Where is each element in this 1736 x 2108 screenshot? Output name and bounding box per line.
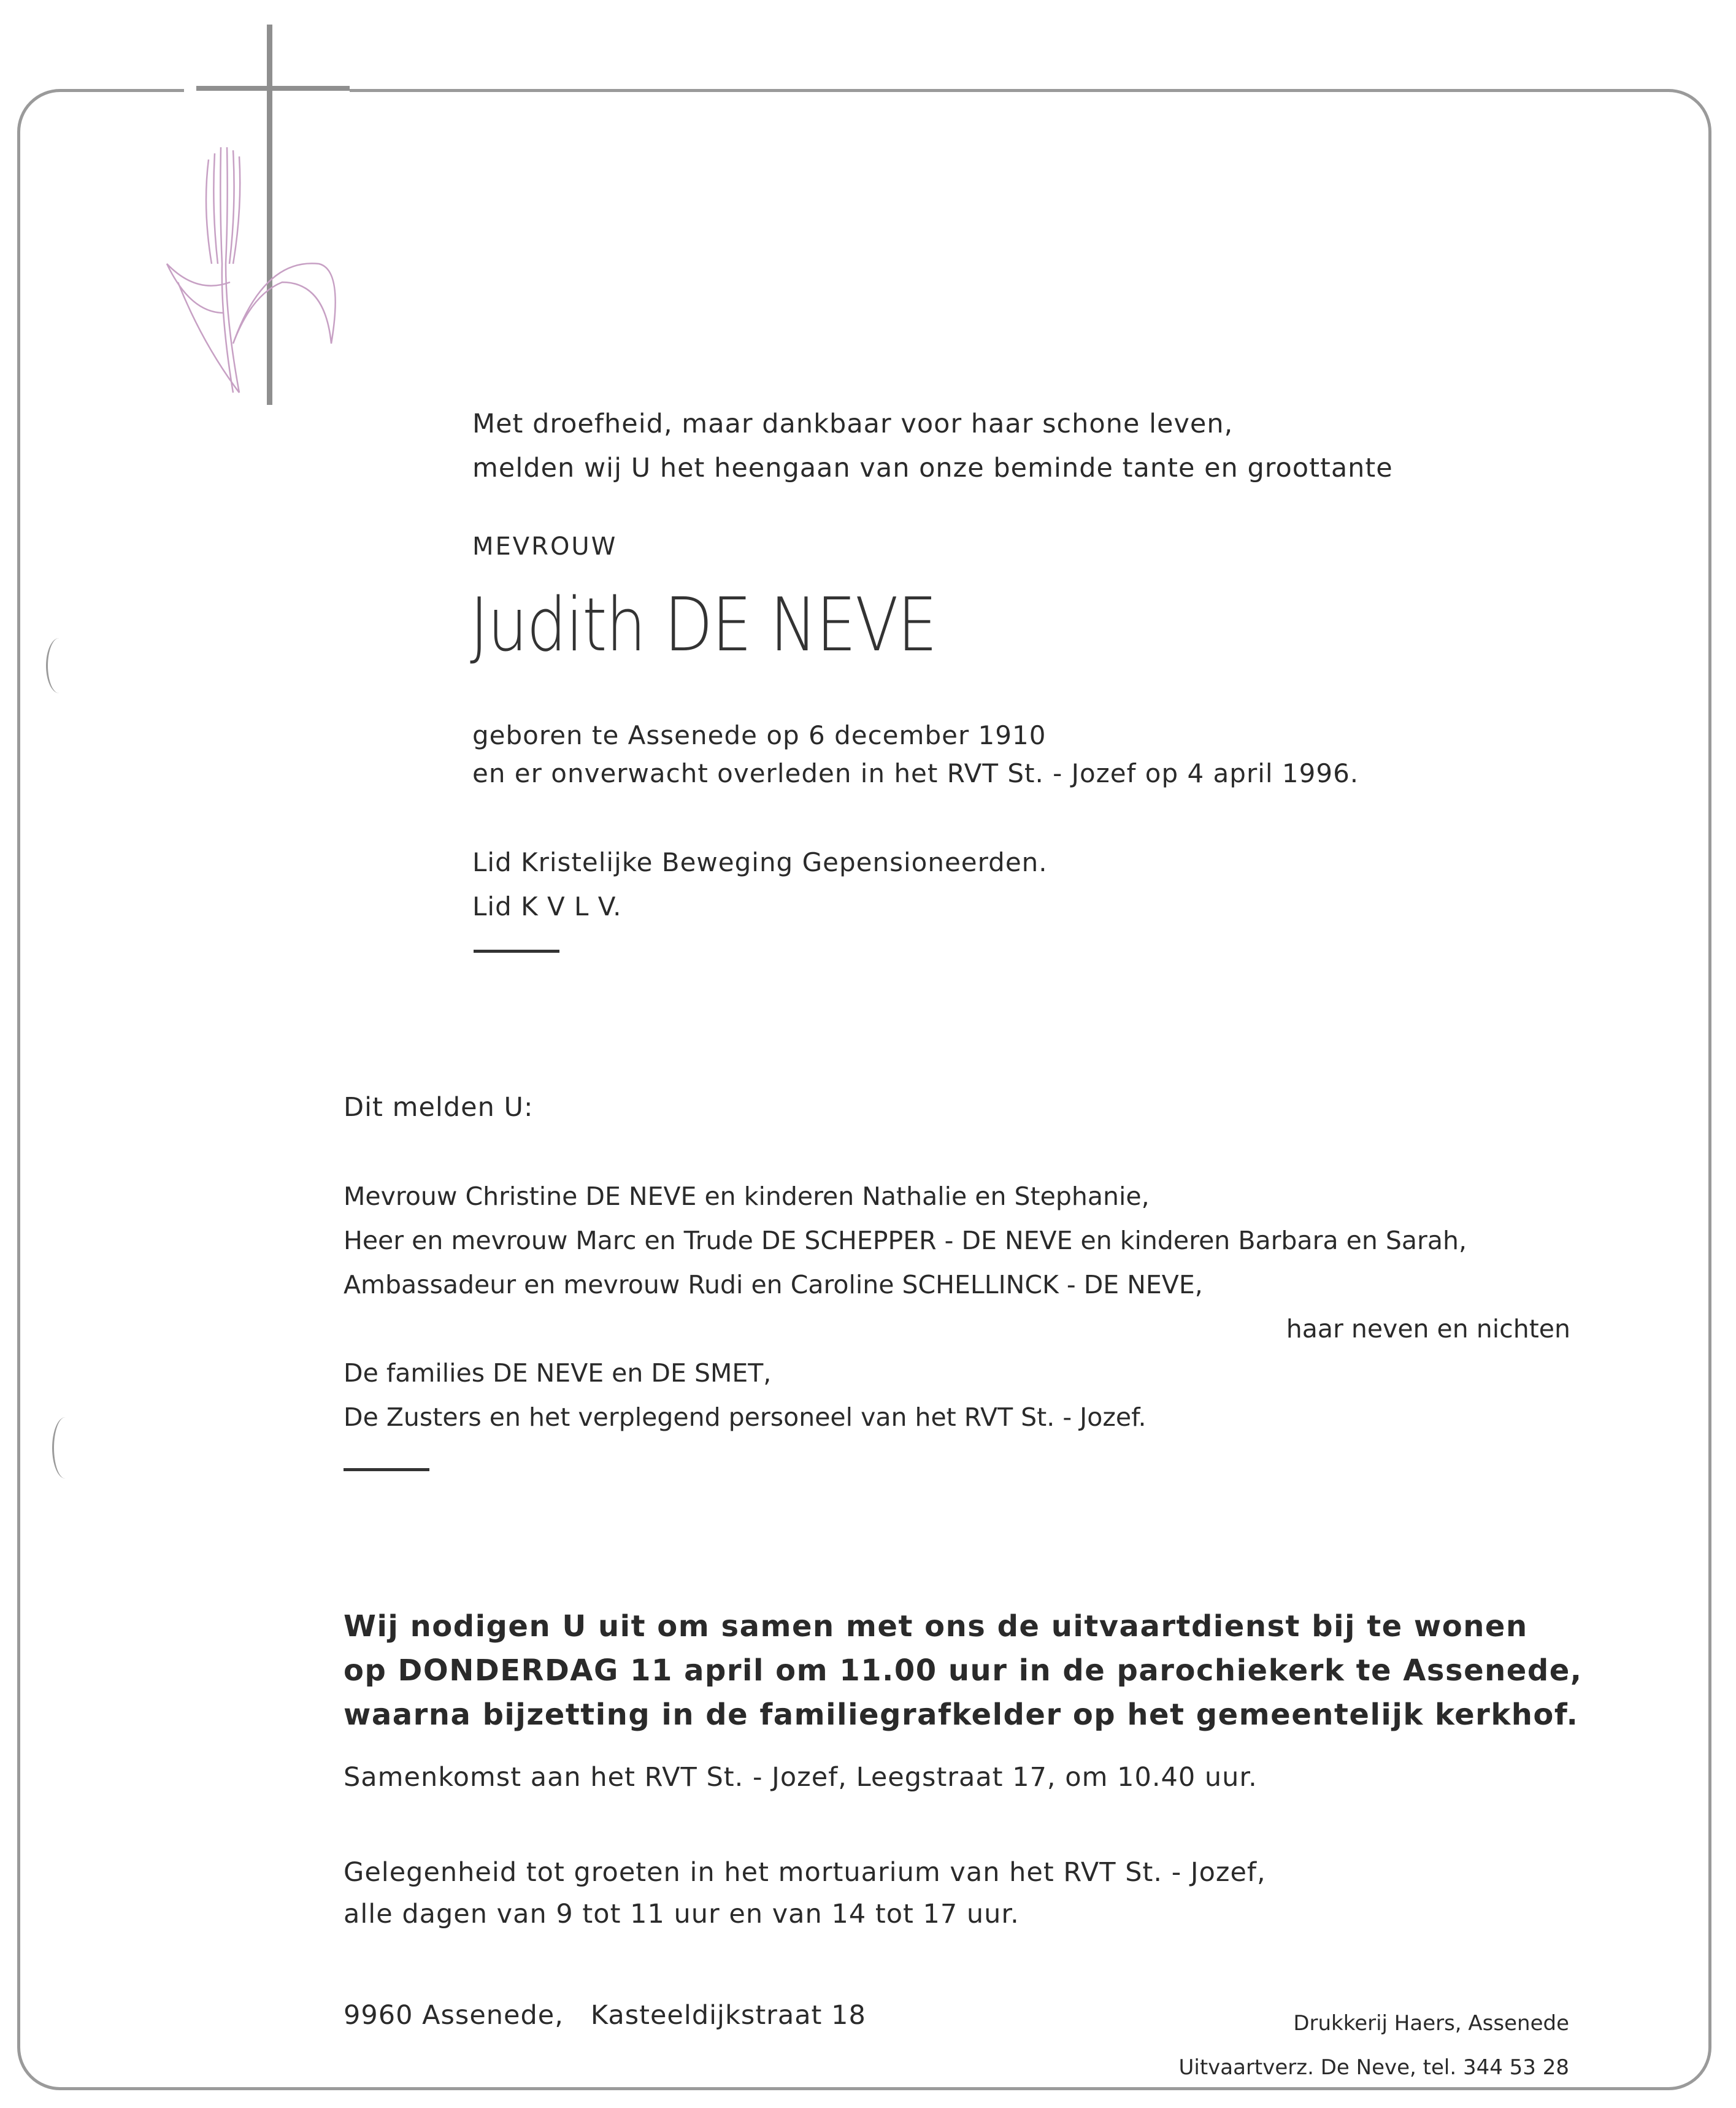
visit-line-1: Gelegenheid tot groeten in het mortuarium van het RVT St. - Jozef, bbox=[344, 1857, 1266, 1888]
announcers-list bbox=[344, 1174, 1570, 1439]
membership-text bbox=[472, 841, 1048, 929]
invite-line-1: Wij nodigen U uit om samen met ons de uitvaartdienst bij te wonen bbox=[344, 1609, 1528, 1644]
deceased-title: MEVROUW bbox=[472, 533, 618, 561]
divider-2 bbox=[344, 1468, 429, 1471]
divider-1 bbox=[474, 950, 559, 953]
birth-death-text bbox=[472, 717, 1359, 793]
died-line: en er onverwacht overleden in het RVT St. - Jozef op 4 april 1996. bbox=[472, 758, 1359, 788]
list-item: De families DE NEVE en DE SMET, bbox=[344, 1358, 772, 1388]
member-line-1: Lid Kristelijke Beweging Gepensioneerden. bbox=[472, 847, 1048, 877]
announcers-heading: Dit melden U: bbox=[344, 1092, 534, 1123]
deceased-name: Judith DE NEVE bbox=[470, 583, 937, 668]
intro-line-2: melden wij U het heengaan van onze beminde tante en groottante bbox=[472, 453, 1393, 483]
member-line-2: Lid K V L V. bbox=[472, 891, 622, 921]
punch-hole-top bbox=[46, 638, 72, 693]
list-item: Ambassadeur en mevrouw Rudi en Caroline SCHELLINCK - DE NEVE, bbox=[344, 1270, 1203, 1299]
cross-wheat-icon bbox=[153, 25, 350, 411]
invite-line-3: waarna bijzetting in de familiegrafkelder op het gemeentelijk kerkhof. bbox=[344, 1698, 1579, 1732]
intro-line-1: Met droefheid, maar dankbaar voor haar schone leven, bbox=[472, 409, 1234, 439]
born-line: geboren te Assenede op 6 december 1910 bbox=[472, 720, 1047, 750]
relation-text: haar neven en nichten bbox=[1286, 1314, 1570, 1344]
punch-hole-bottom bbox=[52, 1417, 79, 1479]
visitation-text bbox=[344, 1852, 1266, 1935]
undertaker-name: Uitvaartverz. De Neve, tel. 344 53 28 bbox=[1178, 2055, 1569, 2080]
visit-line-2: alle dagen van 9 tot 11 uur en van 14 tot 17 uur. bbox=[344, 1899, 1020, 1929]
list-item: De Zusters en het verplegend personeel van het RVT St. - Jozef. bbox=[344, 1402, 1146, 1432]
list-item: Heer en mevrouw Marc en Trude DE SCHEPPER - DE NEVE en kinderen Barbara en Sarah, bbox=[344, 1226, 1467, 1255]
invite-line-2: op DONDERDAG 11 april om 11.00 uur in de parochiekerk te Assenede, bbox=[344, 1653, 1583, 1688]
family-address: 9960 Assenede, Kasteeldijkstraat 18 bbox=[344, 2000, 866, 2031]
printer-info bbox=[1178, 2001, 1569, 2090]
printer-name: Drukkerij Haers, Assenede bbox=[1293, 2011, 1569, 2036]
intro-text bbox=[472, 402, 1393, 490]
funeral-invitation bbox=[344, 1604, 1583, 1737]
list-item: Mevrouw Christine DE NEVE en kinderen Nathalie en Stephanie, bbox=[344, 1182, 1150, 1211]
gathering-text: Samenkomst aan het RVT St. - Jozef, Leegstraat 17, om 10.40 uur. bbox=[344, 1762, 1258, 1793]
